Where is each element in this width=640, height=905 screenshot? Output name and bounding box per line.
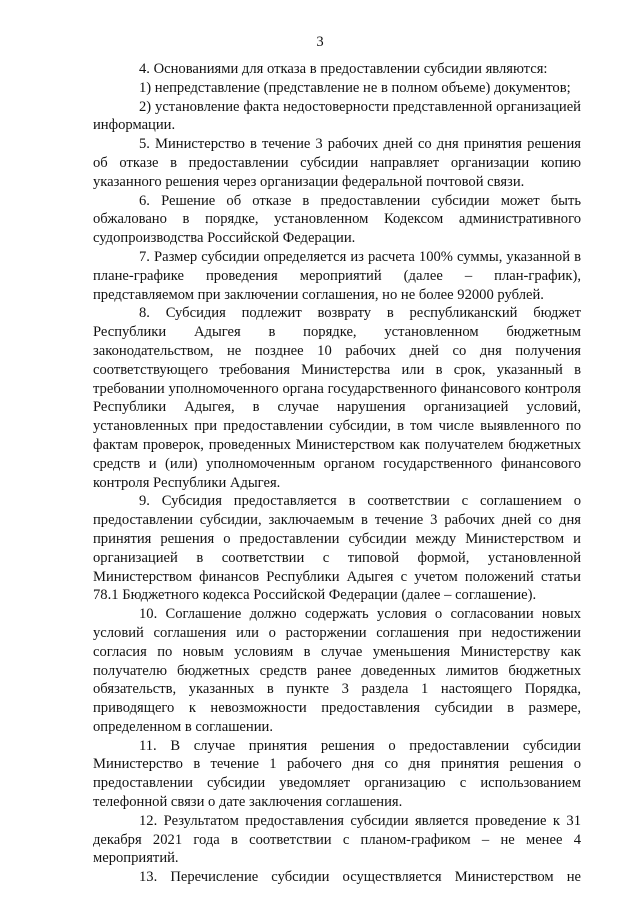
paragraph: 7. Размер субсидии определяется из расчета 100% суммы, указанной в плане-графике проведения мероприятий (далее – план-график), представляемом при заключении соглашения, но не более 92000 рублей. bbox=[93, 248, 581, 303]
document-body bbox=[93, 60, 581, 887]
paragraph: 11. В случае принятия решения о предоставлении субсидии Министерство в течение 1 рабочего дня со дня принятия решения о предоставлении субсидии уведомляет организацию с использованием телефонной связи о дате заключения соглашения. bbox=[93, 737, 581, 811]
paragraph: 9. Субсидия предоставляется в соответствии с соглашением о предоставлении субсидии, заключаемым в течение 3 рабочих дней со дня принятия решения о предоставлении субсидии между Министерством и организацией в соответствии с типовой формой, установленной Министерством финансов Республики Адыгея с учетом положений статьи 78.1 Бюджетного кодекса Российской Федерации (далее – соглашение). bbox=[93, 493, 581, 604]
paragraph: 2) установление факта недостоверности представленной организацией информации. bbox=[93, 98, 581, 134]
paragraph: 5. Министерство в течение 3 рабочих дней со дня принятия решения об отказе в предоставлении субсидии направляет организации копию указанного решения через организации федеральной почтовой связи. bbox=[93, 136, 581, 190]
paragraph: 6. Решение об отказе в предоставлении субсидии может быть обжаловано в порядке, установленном Кодексом административного судопроизводства Российской Федерации. bbox=[93, 192, 581, 247]
paragraph: 13. Перечисление субсидии осуществляется Министерством не bbox=[139, 869, 581, 886]
paragraph: 8. Субсидия подлежит возврату в республиканский бюджет Республики Адыгея в порядке, установленном бюджетным законодательством, не позднее 10 рабочих дней со дня получения соответствующего требования Министерства или в срок, указанный в требовании уполномоченного органа государственного финансового контроля Республики Адыгея, в случае нарушения организацией условий, установленных при предоставлении субсидии, в том числе выявленного по фактам проверок, проведенных Министерством как получателем бюджетных средств и (или) уполномоченным органом государственного финансового контроля Республики Адыгея. bbox=[93, 305, 581, 491]
paragraph: 10. Соглашение должно содержать условия о согласовании новых условий соглашения или о расторжении соглашения при недостижении согласия по новым условиям в случае уменьшения Министерству как получателю бюджетных средств ранее доведенных лимитов бюджетных обязательств, указанных в пункте 3 раздела 1 настоящего Порядка, приводящего к невозможности предоставления субсидии в размере, определенном в соглашении. bbox=[93, 606, 581, 735]
paragraph: 12. Результатом предоставления субсидии является проведение к 31 декабря 2021 года в соответствии с планом-графиком – не менее 4 мероприятий. bbox=[93, 812, 581, 867]
page-number: 3 bbox=[316, 34, 324, 50]
paragraph: 4. Основаниями для отказа в предоставлении субсидии являются: bbox=[139, 61, 548, 77]
paragraph: 1) непредставление (представление не в полном объеме) документов; bbox=[139, 79, 571, 96]
